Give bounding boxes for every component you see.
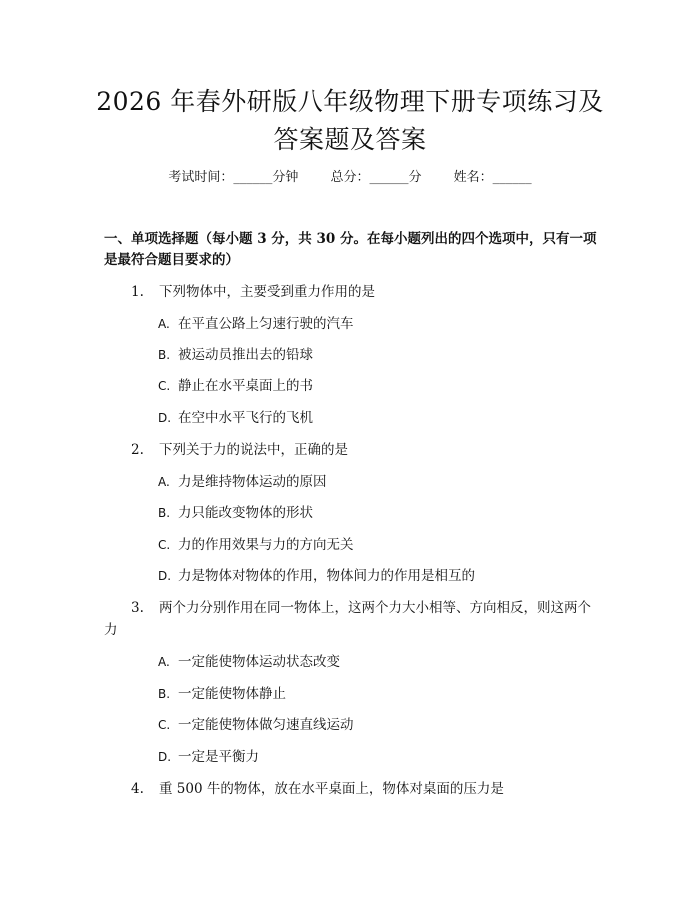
question-number: 1. — [131, 284, 144, 300]
q3-option-b — [158, 684, 286, 705]
option-text: 在平直公路上匀速行驶的汽车 — [178, 316, 354, 332]
total-score-field: 总分：______分 — [330, 170, 422, 185]
option-text: 力的作用效果与力的方向无关 — [178, 537, 354, 553]
option-letter: B. — [158, 687, 171, 701]
question-text: 下列关于力的说法中，正确的是 — [159, 442, 348, 458]
section-heading-line2: 是最符合题目要求的） — [104, 252, 239, 268]
section-heading-line1: 一、单项选择题（每小题 3 分，共 30 分。在每小题列出的四个选项中，只有一项 — [104, 231, 597, 247]
option-text: 在空中水平飞行的飞机 — [178, 410, 313, 426]
exam-title-line1: 2026 年春外研版八年级物理下册专项练习及 — [96, 87, 604, 116]
q2-option-a — [158, 472, 327, 493]
option-text: 一定能使物体做匀速直线运动 — [178, 717, 354, 733]
question-number: 3. — [131, 600, 144, 616]
question-3-text-continued: 力 — [104, 622, 118, 638]
q1-option-d — [158, 408, 313, 429]
exam-meta — [0, 168, 700, 188]
question-2 — [131, 440, 348, 461]
question-1 — [131, 282, 375, 303]
option-text: 被运动员推出去的铅球 — [178, 347, 313, 363]
option-letter: A. — [158, 475, 170, 489]
q2-option-b — [158, 503, 313, 524]
option-letter: C. — [158, 718, 171, 732]
option-letter: A. — [158, 317, 170, 331]
option-text: 力是维持物体运动的原因 — [178, 474, 327, 490]
option-text: 力只能改变物体的形状 — [178, 505, 313, 521]
q1-option-b — [158, 345, 313, 366]
question-number: 2. — [131, 442, 144, 458]
option-letter: D. — [158, 569, 172, 583]
question-text: 重 500 牛的物体，放在水平桌面上，物体对桌面的压力是 — [159, 781, 504, 797]
question-text: 两个力分别作用在同一物体上，这两个力大小相等、方向相反，则这两个 — [159, 600, 591, 616]
option-text: 静止在水平桌面上的书 — [178, 378, 313, 394]
option-letter: D. — [158, 750, 172, 764]
q1-option-c — [158, 376, 313, 397]
option-letter: B. — [158, 348, 171, 362]
q3-option-a — [158, 652, 340, 673]
option-text: 一定能使物体静止 — [178, 686, 286, 702]
option-text: 力是物体对物体的作用，物体间力的作用是相互的 — [178, 568, 475, 584]
option-letter: B. — [158, 506, 171, 520]
question-number: 4. — [131, 781, 144, 797]
option-text: 一定是平衡力 — [178, 749, 259, 765]
option-letter: C. — [158, 379, 171, 393]
question-4 — [131, 779, 504, 800]
question-text: 下列物体中，主要受到重力作用的是 — [159, 284, 375, 300]
option-text: 一定能使物体运动状态改变 — [178, 654, 340, 670]
q3-option-c — [158, 715, 354, 736]
exam-time-field: 考试时间：______分钟 — [168, 170, 299, 185]
q2-option-d — [158, 566, 475, 587]
q1-option-a — [158, 314, 354, 335]
option-letter: C. — [158, 538, 171, 552]
exam-title-line2: 答案题及答案 — [273, 125, 427, 154]
option-letter: D. — [158, 411, 172, 425]
student-name-field: 姓名：______ — [453, 170, 532, 185]
q2-option-c — [158, 535, 354, 556]
q3-option-d — [158, 747, 259, 768]
question-3 — [131, 598, 591, 619]
option-letter: A. — [158, 655, 170, 669]
